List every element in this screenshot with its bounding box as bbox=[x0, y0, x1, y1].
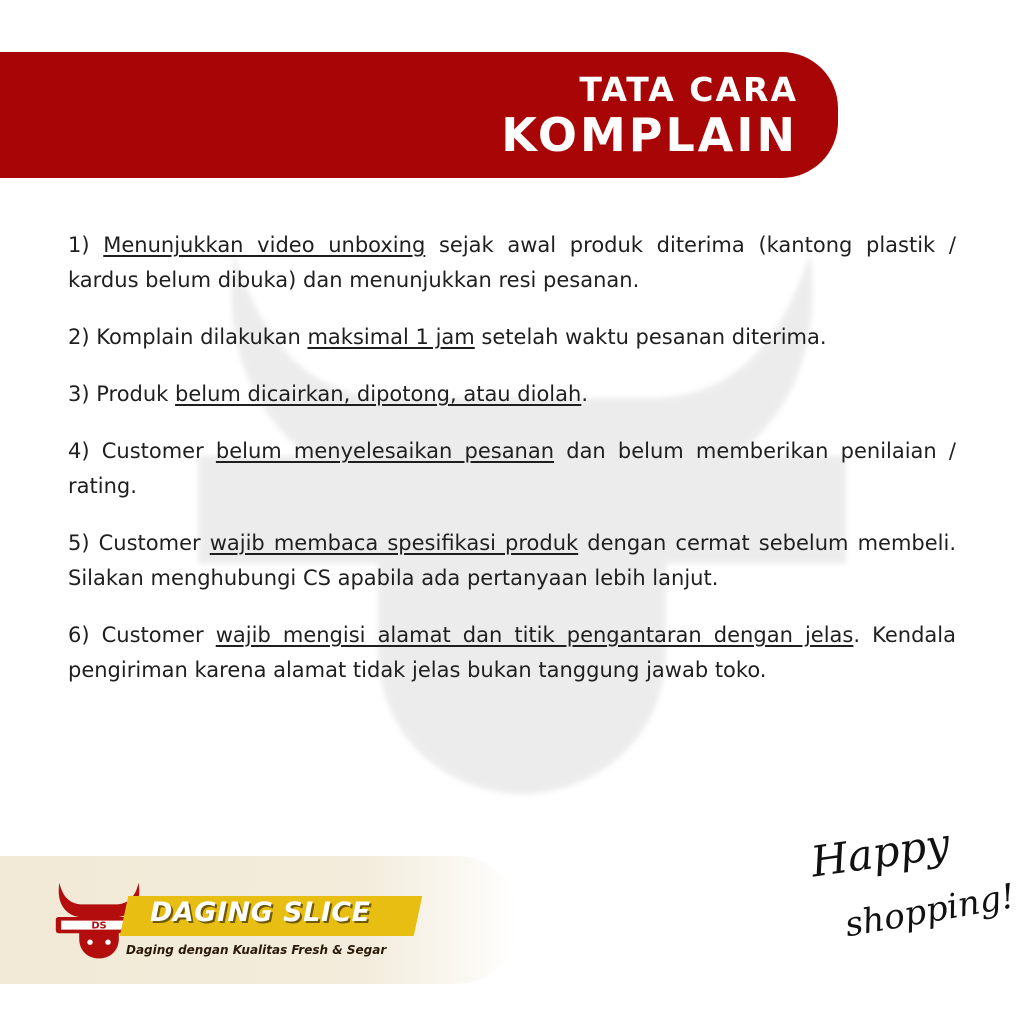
rule-text: 2) Komplain dilakukan bbox=[68, 325, 308, 349]
rule-item-3 bbox=[68, 377, 956, 412]
complaint-rules-list bbox=[68, 228, 956, 710]
logo-initials: DS bbox=[91, 920, 107, 932]
rule-text: . Kendala pengiriman karena alamat tidak jelas bukan tanggung jawab toko. bbox=[68, 623, 956, 682]
rule-highlight: wajib mengisi alamat dan titik pengantaran dengan jelas bbox=[215, 623, 854, 647]
brand-tagline: Daging dengan Kualitas Fresh & Segar bbox=[126, 943, 387, 957]
rule-text: sejak awal produk diterima (kantong plastik / kardus belum dibuka) dan menunjukkan resi pesanan. bbox=[68, 233, 956, 292]
rule-highlight: Menunjukkan video unboxing bbox=[103, 233, 426, 257]
rule-text: 5) Customer bbox=[68, 531, 210, 555]
rule-text: 1) bbox=[68, 233, 104, 257]
brand-name: DAGING SLICE bbox=[150, 897, 371, 928]
rule-item-5 bbox=[68, 526, 956, 596]
rule-highlight: belum dicairkan, dipotong, atau diolah bbox=[175, 382, 582, 406]
rule-text: dengan cermat sebelum membeli. Silakan menghubungi CS apabila ada pertanyaan lebih lanjut. bbox=[68, 531, 957, 590]
brand-logo-block bbox=[0, 856, 520, 984]
rule-item-6 bbox=[68, 618, 956, 688]
happy-shopping-signature bbox=[790, 818, 1018, 988]
signature-line-shopping: shopping! bbox=[842, 876, 1018, 946]
header-banner bbox=[0, 52, 838, 178]
rule-item-4 bbox=[68, 434, 956, 504]
header-title: KOMPLAIN bbox=[501, 108, 798, 162]
rule-text: 4) Customer bbox=[68, 439, 216, 463]
rule-text: dan belum memberikan penilaian / rating. bbox=[68, 439, 956, 498]
rule-text: . bbox=[581, 382, 589, 406]
rule-text: setelah waktu pesanan diterima. bbox=[474, 325, 827, 349]
signature-line-happy: Happy bbox=[808, 818, 953, 887]
rule-highlight: wajib membaca spesifikasi produk bbox=[209, 531, 579, 555]
rule-item-1 bbox=[68, 228, 956, 298]
header-subtitle: TATA CARA bbox=[579, 70, 798, 109]
rule-highlight: belum menyelesaikan pesanan bbox=[215, 439, 555, 463]
rule-item-2 bbox=[68, 320, 956, 355]
rule-highlight: maksimal 1 jam bbox=[307, 325, 475, 349]
rule-text: 6) Customer bbox=[68, 623, 216, 647]
rule-text: 3) Produk bbox=[68, 382, 176, 406]
